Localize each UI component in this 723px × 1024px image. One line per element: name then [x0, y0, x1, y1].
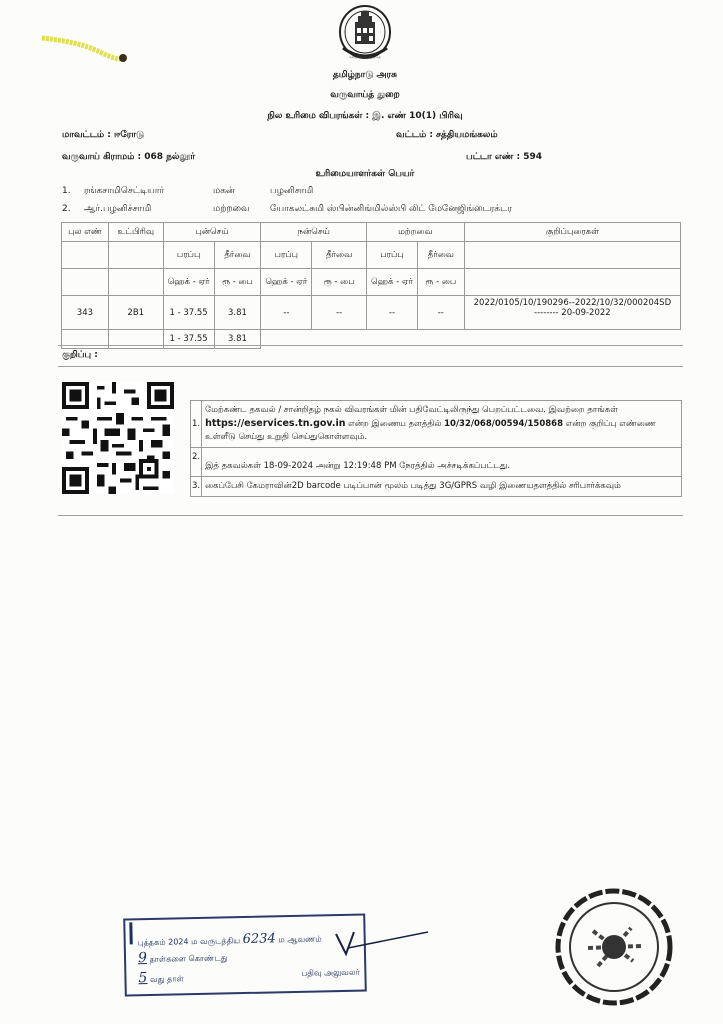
patta-label: பட்டா எண் : 594	[466, 152, 542, 162]
stamp-handwritten-number: 9	[137, 950, 148, 967]
note-label: குறிப்பு :	[62, 350, 98, 360]
col-dry-header: புன்செய்	[163, 223, 261, 242]
sub-area-header: பரப்பு	[163, 242, 214, 269]
col-survey-header: புல எண்	[62, 223, 109, 242]
owner-num: 1.	[62, 186, 71, 196]
note-number: 2.	[191, 448, 202, 477]
stamp-line: ம ஆவணம்	[278, 934, 322, 945]
unit-tax: ரூ - பை	[214, 269, 261, 296]
divider	[58, 366, 683, 367]
owner-name: ஆர்.பழனிச்சாமி	[84, 204, 152, 214]
sub-tax-header: தீர்வை	[417, 242, 464, 269]
stamp-line: பதிவு அலுவலர்	[301, 967, 360, 978]
note-text: கைப்பேசி கேமராவின்2D barcode படிப்பான் மூலம் படித்து 3G/GPRS வழி இணையதளத்தில் சரிபார்க்கவும்	[202, 477, 682, 497]
dry-area: 1 - 37.55	[163, 296, 214, 330]
remarks-line: -------- 20-09-2022	[534, 308, 611, 318]
owner-num: 2.	[62, 204, 71, 214]
dry-tax: 3.81	[214, 296, 261, 330]
table-subheader-row	[62, 242, 681, 269]
land-details-table	[61, 222, 681, 349]
col-remarks-header: குறிப்புரைகள்	[464, 223, 680, 242]
note-text-part: என்ற இணைய தளத்தில்	[345, 419, 445, 429]
sub-area-header: பரப்பு	[367, 242, 418, 269]
village-label: வருவாய் கிராமம் : 068 நல்லூர்	[62, 152, 196, 162]
signature-icon	[318, 922, 438, 962]
sub-area-header: பரப்பு	[261, 242, 312, 269]
other-tax: --	[417, 296, 464, 330]
total-area: 1 - 37.55	[163, 330, 214, 349]
table-row	[62, 296, 681, 330]
header-government: தமிழ்நாடு அரசு	[332, 70, 398, 80]
note-text	[202, 401, 682, 448]
list-item	[191, 401, 682, 448]
unit-tax: ரூ - பை	[417, 269, 464, 296]
header-title: நில உரிமை விபரங்கள் : இ. எண் 10(1) பிரிவு	[267, 111, 463, 121]
stamp-handwritten-number: 5	[138, 970, 148, 987]
unit-area: ஹெக் - ஏர்	[367, 269, 418, 296]
note-text: இத் தகவல்கள் 18-09-2024 அன்று 12:19:48 PM நேரத்தில் அச்சடிக்கப்பட்டது.	[202, 448, 682, 477]
reference-number: 10/32/068/00594/150868	[444, 419, 564, 429]
notes-table	[190, 400, 682, 497]
table-header-row	[62, 223, 681, 242]
stamp-line: தாள்களை கொண்டது	[149, 953, 228, 964]
list-item	[191, 448, 682, 477]
divider	[58, 345, 683, 346]
owner-name: ரங்கசாமிசெட்டியார்	[84, 186, 165, 196]
owner-relative: யோகலட்சுமி ஸ்பின்னிங்மில்ஸ்பி லிட் மேனேஜிங்டைரக்டர	[270, 204, 512, 214]
district-label: மாவட்டம் : ஈரோடு	[62, 130, 145, 140]
taluk-label: வட்டம் : சத்தியமங்கலம்	[396, 130, 498, 140]
note-text-part: என்ற குறிப்பு எண்ணை உள்ளீடு செய்து உறுதி செய்துகொள்ளவும்.	[205, 419, 656, 442]
owner-relation: மகன்	[213, 186, 235, 196]
stamp-line: புத்தகம் 2024 ம வருடத்திய	[137, 936, 241, 948]
qr-code-icon	[60, 382, 176, 494]
col-wet-header: நன்செய்	[261, 223, 367, 242]
total-tax: 3.81	[214, 330, 261, 349]
unit-area: ஹெக் - ஏர்	[163, 269, 214, 296]
binding-thread-icon	[40, 28, 135, 73]
eservices-link[interactable]: https://eservices.tn.gov.in	[205, 418, 346, 429]
emblem-motto: சத்யமேவ ஜயதே	[349, 54, 381, 59]
stamp-line: வது தாள்	[149, 974, 184, 984]
header-department: வருவாய்த் துறை	[330, 90, 400, 100]
unit-tax: ரூ - பை	[312, 269, 367, 296]
survey-number: 343	[62, 296, 109, 330]
remarks-line: 2022/0105/10/190296--2022/10/32/000204SD	[473, 298, 672, 308]
note-number: 1.	[191, 401, 202, 448]
list-item	[191, 477, 682, 497]
subdivision: 2B1	[108, 296, 163, 330]
col-subdiv-header: உட்பிரிவு	[108, 223, 163, 242]
stamp-handwritten-number: 6234	[242, 931, 276, 948]
divider	[58, 515, 683, 516]
other-area: --	[367, 296, 418, 330]
wet-tax: --	[312, 296, 367, 330]
note-text-part: மேற்கண்ட தகவல் / சான்றிதழ் நகல் விவரங்கள் மின் பதிவேட்டிலிருந்து பெறப்பட்டவை. இவற்றை தாங்கள்	[205, 405, 618, 415]
sub-tax-header: தீர்வை	[214, 242, 261, 269]
table-unit-row	[62, 269, 681, 296]
unit-area: ஹெக் - ஏர்	[261, 269, 312, 296]
owner-relative: பழனிசாமி	[270, 186, 314, 196]
col-other-header: மற்றவை	[367, 223, 465, 242]
owner-relation: மற்றவை	[213, 204, 250, 214]
wet-area: --	[261, 296, 312, 330]
note-number: 3.	[191, 477, 202, 497]
official-seal-icon	[553, 886, 675, 1008]
remarks-cell	[464, 296, 680, 330]
sub-tax-header: தீர்வை	[312, 242, 367, 269]
owners-title: உரிமையாளர்கள் பெயர்	[315, 169, 415, 179]
